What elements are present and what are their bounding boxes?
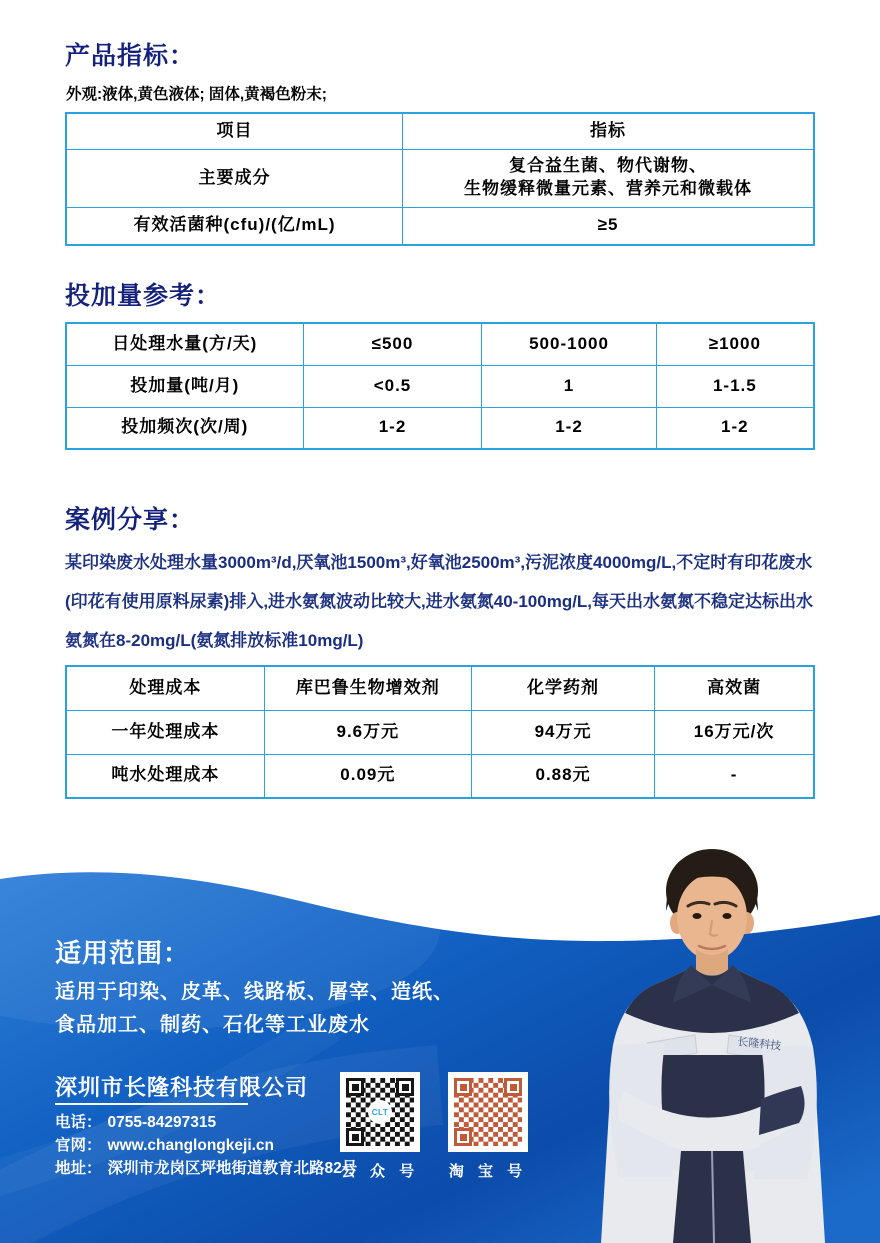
qr-finder-icon — [454, 1128, 472, 1146]
qr-finder-icon — [346, 1078, 364, 1096]
table-row — [66, 365, 814, 407]
qr-finder-icon — [504, 1078, 522, 1096]
spec-value-cell: ≥5 — [403, 207, 814, 245]
table-cell: 1 — [482, 365, 656, 407]
table-cell: 日处理水量(方/天) — [66, 323, 303, 365]
table-row — [66, 407, 814, 449]
table-row — [66, 207, 814, 245]
address-value: 深圳市龙岗区坪地街道教育北路82号 — [107, 1160, 358, 1177]
table-cell: 处理成本 — [66, 666, 264, 710]
table-cell: 投加量(吨/月) — [66, 365, 303, 407]
spec-header-indicator: 指标 — [403, 113, 814, 149]
table-cell: 1-2 — [482, 407, 656, 449]
footer-section — [0, 845, 880, 1243]
case-paragraph: 某印染废水处理水量3000m³/d,厌氧池1500m³,好氧池2500m³,污泥浓度4000mg/L,不定时有印花废水(印花有使用原料尿素)排入,进水氨氮波动比较大,进水氨氮40-100mg/L,每天出水氨氮不稳定达标出水氨氮在8-20mg/L(氨氮排放标准10mg/L) — [65, 553, 814, 650]
table-cell: 1-2 — [303, 407, 482, 449]
spec-header-item: 项目 — [66, 113, 403, 149]
address-label: 地址： — [55, 1160, 102, 1177]
table-row — [66, 710, 814, 754]
scope-line: 适用于印染、皮革、线路板、屠宰、造纸、 — [55, 981, 454, 1003]
taobao-qr-code — [448, 1072, 528, 1152]
qr-finder-icon — [454, 1078, 472, 1096]
table-cell: <0.5 — [303, 365, 482, 407]
qr-finder-icon — [346, 1128, 364, 1146]
table-row — [66, 149, 814, 207]
qr-center-logo: CLT — [368, 1100, 392, 1124]
table-cell: 1-2 — [656, 407, 814, 449]
table-cell: 投加频次(次/周) — [66, 407, 303, 449]
website-label: 官网： — [55, 1137, 102, 1154]
phone-label: 电话： — [55, 1114, 102, 1131]
spec-label-cell: 有效活菌种(cfu)/(亿/mL) — [66, 207, 403, 245]
table-row — [66, 754, 814, 798]
spec-label-cell: 主要成分 — [66, 149, 403, 207]
table-row — [66, 323, 814, 365]
website-value: www.changlongkeji.cn — [107, 1137, 275, 1154]
phone-row — [55, 1111, 357, 1134]
table-row — [66, 666, 814, 710]
table-cell: ≤500 — [303, 323, 482, 365]
product-heading: 产品指标： — [65, 42, 196, 70]
company-name: 深圳市长隆科技有限公司 — [55, 1075, 309, 1100]
dosage-table — [65, 322, 815, 450]
cell-line: 复合益生菌、物代谢物、 — [509, 156, 708, 176]
dosage-heading: 投加量参考： — [65, 282, 222, 310]
website-row — [55, 1134, 357, 1157]
spec-value-cell — [403, 149, 814, 207]
wechat-qr-label: 公 众 号 — [340, 1163, 420, 1180]
table-cell: 16万元/次 — [655, 710, 814, 754]
company-underline — [55, 1103, 248, 1105]
phone-value: 0755-84297315 — [107, 1114, 217, 1131]
table-cell: ≥1000 — [656, 323, 814, 365]
table-cell: 500-1000 — [482, 323, 656, 365]
product-spec-table — [65, 112, 815, 246]
taobao-qr-block — [444, 1072, 532, 1181]
address-row — [55, 1157, 357, 1180]
worker-photo — [585, 845, 880, 1243]
table-cell: - — [655, 754, 814, 798]
scope-line: 食品加工、制药、石化等工业废水 — [55, 1014, 370, 1036]
scope-heading: 适用范围： — [55, 938, 191, 968]
qr-finder-icon — [396, 1078, 414, 1096]
jacket-logo-text: 长隆科技 — [736, 1036, 782, 1053]
table-cell: 94万元 — [471, 710, 654, 754]
table-cell: 0.88元 — [471, 754, 654, 798]
wechat-qr-code — [340, 1072, 420, 1152]
table-cell: 0.09元 — [264, 754, 471, 798]
table-cell: 一年处理成本 — [66, 710, 264, 754]
appearance-text: 外观:液体,黄色液体; 固体,黄褐色粉末; — [66, 86, 327, 103]
contact-block — [55, 1111, 357, 1180]
table-cell: 高效菌 — [655, 666, 814, 710]
cell-line: 生物缓释微量元素、营养元和微载体 — [464, 179, 753, 198]
case-heading: 案例分享： — [65, 506, 196, 534]
cost-table — [65, 665, 815, 799]
table-cell: 化学药剂 — [471, 666, 654, 710]
taobao-qr-label: 淘 宝 号 — [448, 1163, 528, 1180]
qr-pattern — [454, 1078, 522, 1146]
table-row — [66, 113, 814, 149]
wechat-qr-block — [336, 1072, 424, 1181]
table-cell: 吨水处理成本 — [66, 754, 264, 798]
table-cell: 1-1.5 — [656, 365, 814, 407]
table-cell: 9.6万元 — [264, 710, 471, 754]
table-cell: 库巴鲁生物增效剂 — [264, 666, 471, 710]
